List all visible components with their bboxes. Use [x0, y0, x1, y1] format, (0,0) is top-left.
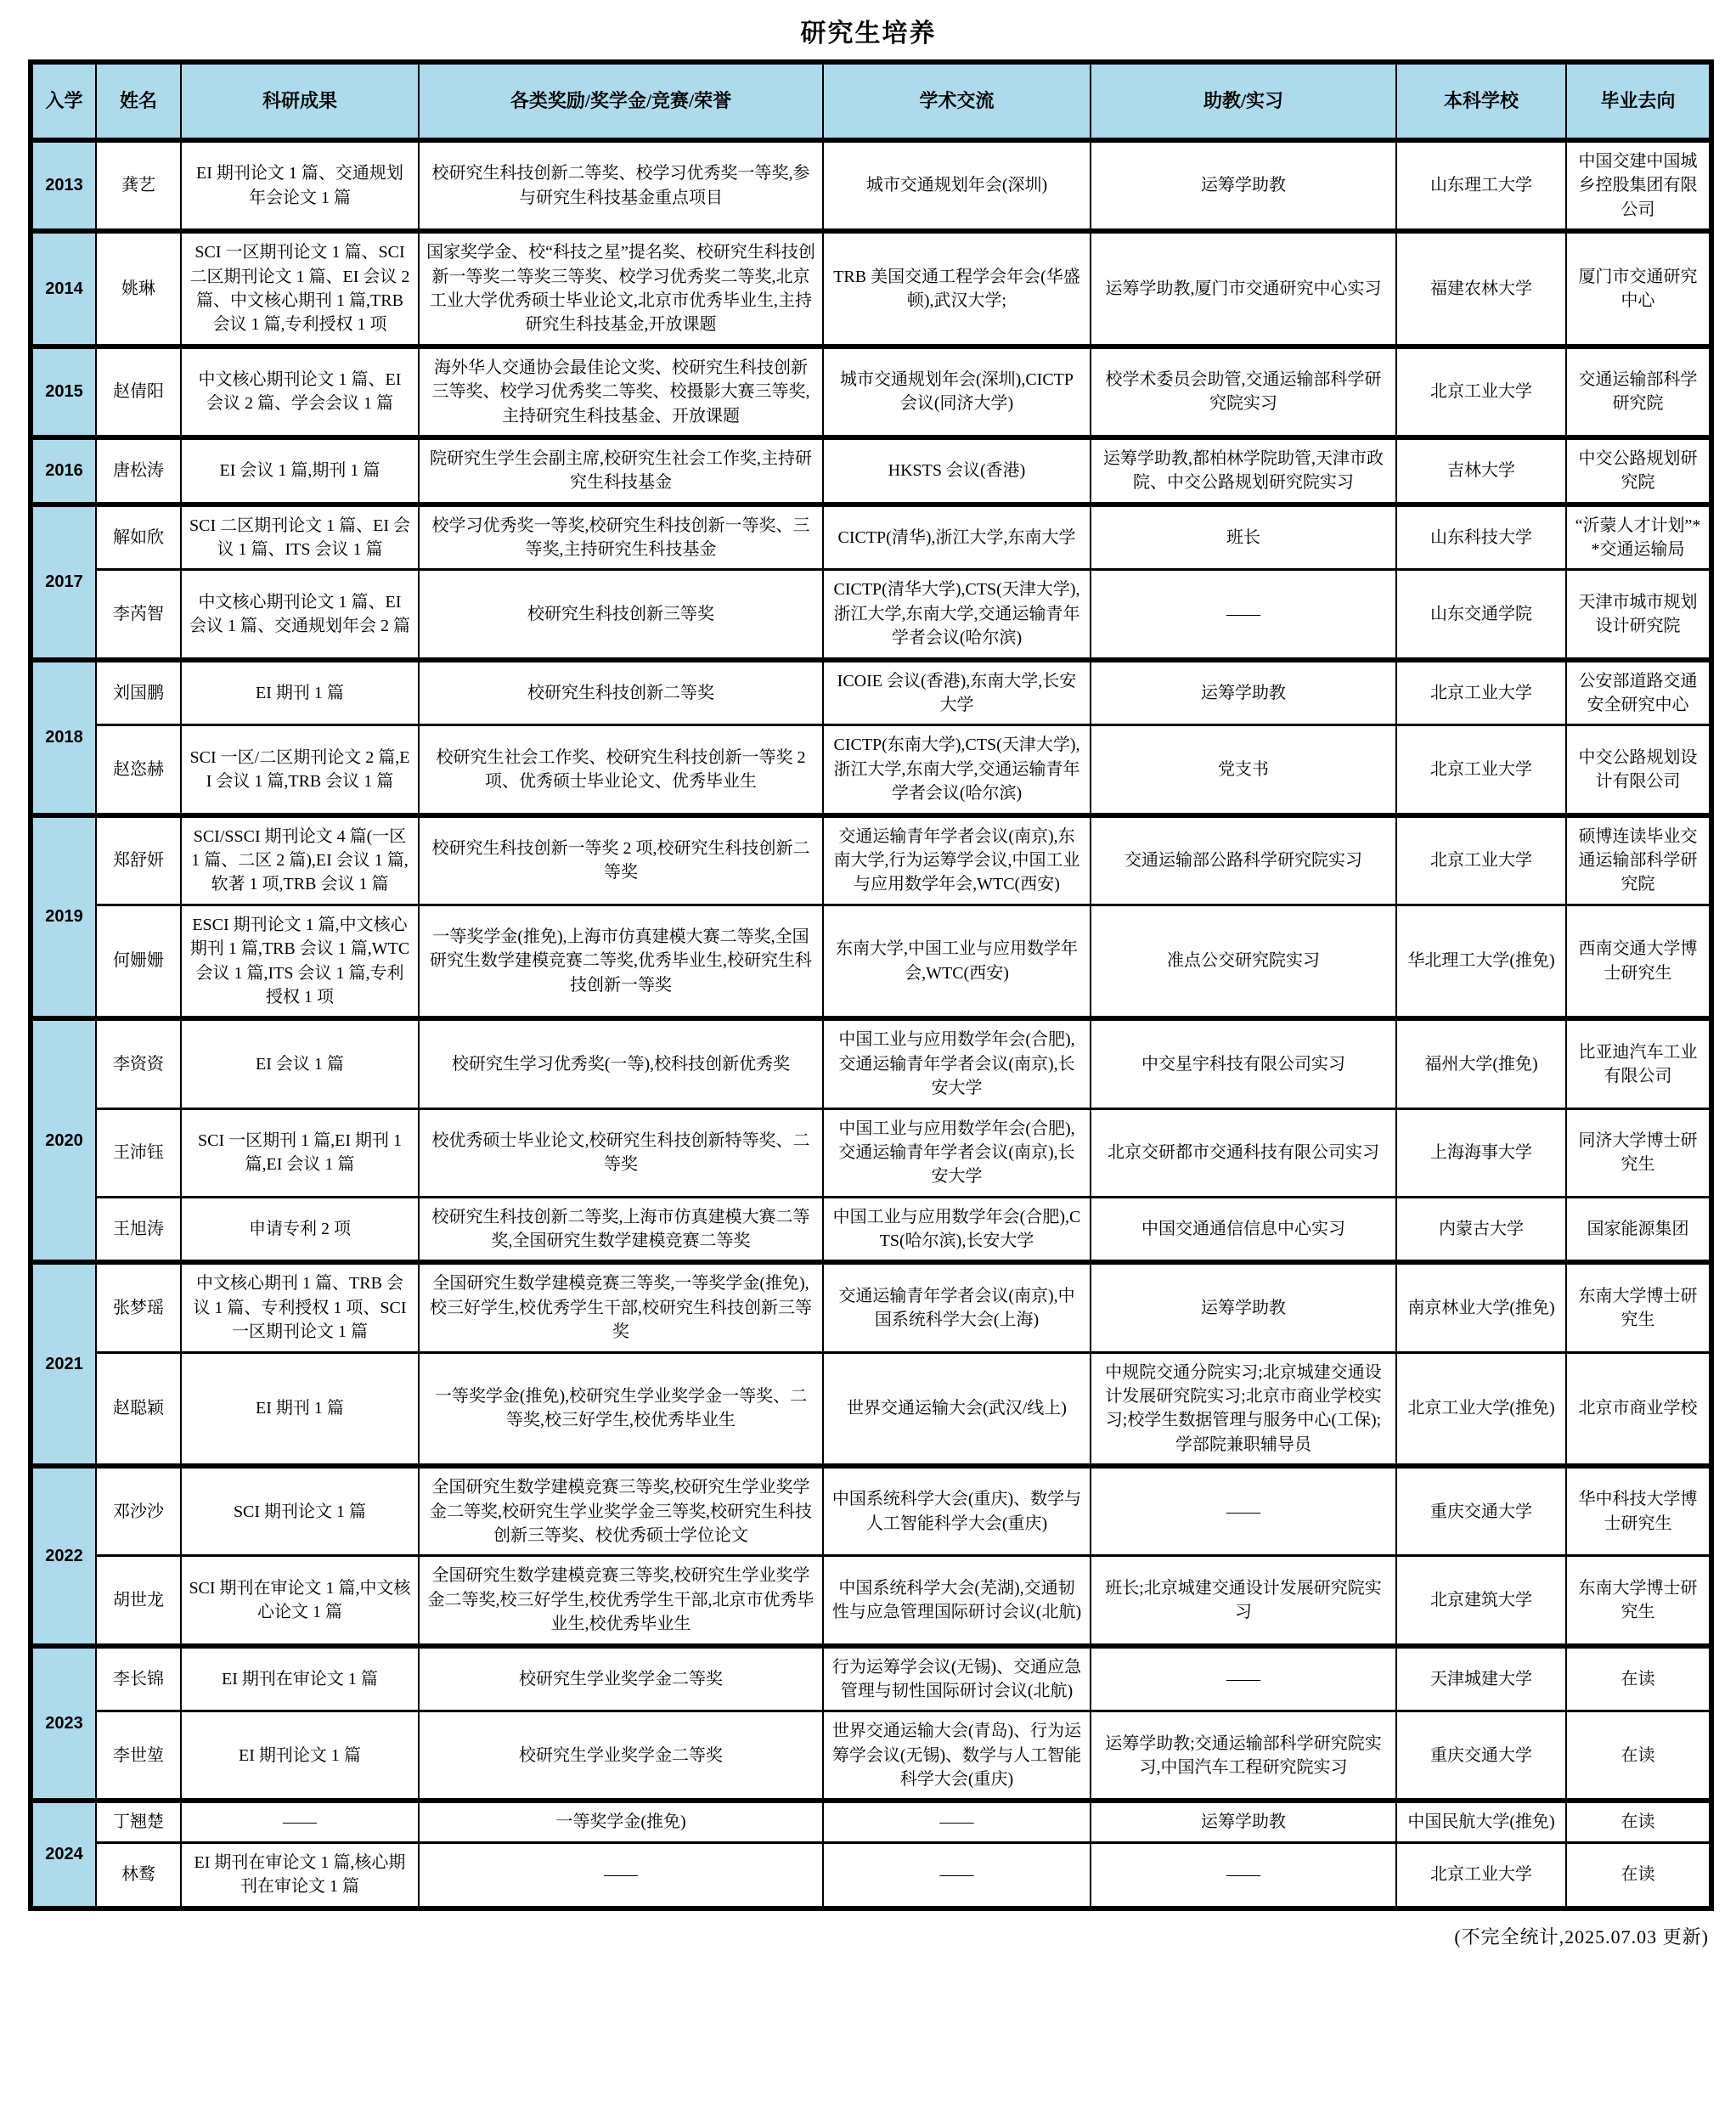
- exchange-cell: CICTP(清华大学),CTS(天津大学),浙江大学,东南大学,交通运输青年学者会议(哈尔滨): [823, 570, 1091, 660]
- exchange-cell: 中国工业与应用数学年会(合肥),CTS(哈尔滨),长安大学: [823, 1197, 1091, 1262]
- name-cell: 李芮智: [96, 570, 181, 660]
- school-cell: 北京工业大学: [1396, 725, 1566, 815]
- table-row: [31, 231, 1711, 347]
- year-cell: 2014: [31, 231, 96, 347]
- research-cell: 中文核心期刊 1 篇、TRB 会议 1 篇、专利授权 1 项、SCI 一区期刊论文 1 篇: [181, 1262, 419, 1352]
- table-row: [31, 570, 1711, 660]
- exchange-cell: TRB 美国交通工程学会年会(华盛顿),武汉大学;: [823, 231, 1091, 347]
- table-row: [31, 1197, 1711, 1262]
- research-cell: EI 会议 1 篇: [181, 1018, 419, 1108]
- exchange-cell: 东南大学,中国工业与应用数学年会,WTC(西安): [823, 905, 1091, 1018]
- research-cell: EI 期刊论文 1 篇: [181, 1711, 419, 1801]
- awards-cell: ——: [419, 1842, 823, 1908]
- destination-cell: 北京市商业学校: [1566, 1352, 1711, 1466]
- year-cell: 2022: [31, 1466, 96, 1645]
- exchange-cell: 中国系统科学大会(芜湖),交通韧性与应急管理国际研讨会议(北航): [823, 1556, 1091, 1646]
- table-row: [31, 1842, 1711, 1908]
- destination-cell: 厦门市交通研究中心: [1566, 231, 1711, 347]
- column-header-1: 姓名: [96, 62, 181, 140]
- table-row: [31, 1801, 1711, 1842]
- column-header-7: 毕业去向: [1566, 62, 1711, 140]
- column-header-4: 学术交流: [823, 62, 1091, 140]
- exchange-cell: 交通运输青年学者会议(南京),中国系统科学大会(上海): [823, 1262, 1091, 1352]
- name-cell: 赵恣赫: [96, 725, 181, 815]
- training-table: [28, 59, 1714, 1911]
- awards-cell: 海外华人交通协会最佳论文奖、校研究生科技创新三等奖、校学习优秀奖二等奖、校摄影大赛三等奖,主持研究生科技基金、开放课题: [419, 347, 823, 437]
- name-cell: 王旭涛: [96, 1197, 181, 1262]
- name-cell: 解如欣: [96, 505, 181, 570]
- ta-internship-cell: ——: [1091, 1646, 1396, 1711]
- research-cell: SCI 一区/二区期刊论文 2 篇,EI 会议 1 篇,TRB 会议 1 篇: [181, 725, 419, 815]
- table-row: [31, 505, 1711, 570]
- school-cell: 北京工业大学: [1396, 347, 1566, 437]
- table-row: [31, 1262, 1711, 1352]
- column-header-2: 科研成果: [181, 62, 419, 140]
- year-cell: 2018: [31, 660, 96, 815]
- header-row: [31, 62, 1711, 140]
- destination-cell: 西南交通大学博士研究生: [1566, 905, 1711, 1018]
- ta-internship-cell: 运筹学助教;交通运输部科学研究院实习,中国汽车工程研究院实习: [1091, 1711, 1396, 1801]
- table-row: [31, 815, 1711, 905]
- school-cell: 上海海事大学: [1396, 1108, 1566, 1197]
- name-cell: 姚琳: [96, 231, 181, 347]
- school-cell: 北京工业大学: [1396, 815, 1566, 905]
- exchange-cell: 交通运输青年学者会议(南京),东南大学,行为运筹学会议,中国工业与应用数学年会,WTC(西安): [823, 815, 1091, 905]
- research-cell: ——: [181, 1801, 419, 1842]
- ta-internship-cell: 北京交研都市交通科技有限公司实习: [1091, 1108, 1396, 1197]
- name-cell: 龚艺: [96, 140, 181, 231]
- year-cell: 2016: [31, 437, 96, 505]
- exchange-cell: ICOIE 会议(香港),东南大学,长安大学: [823, 660, 1091, 725]
- table-row: [31, 1018, 1711, 1108]
- exchange-cell: 中国工业与应用数学年会(合肥),交通运输青年学者会议(南京),长安大学: [823, 1018, 1091, 1108]
- awards-cell: 校研究生学习优秀奖(一等),校科技创新优秀奖: [419, 1018, 823, 1108]
- school-cell: 北京工业大学(推免): [1396, 1352, 1566, 1466]
- ta-internship-cell: 运筹学助教: [1091, 660, 1396, 725]
- table-row: [31, 1352, 1711, 1466]
- footer-note: (不完全统计,2025.07.03 更新): [1454, 1925, 1709, 1948]
- school-cell: 福建农林大学: [1396, 231, 1566, 347]
- exchange-cell: HKSTS 会议(香港): [823, 437, 1091, 505]
- awards-cell: 全国研究生数学建模竞赛三等奖,一等奖学金(推免),校三好学生,校优秀学生干部,校研究生科技创新三等奖: [419, 1262, 823, 1352]
- school-cell: 中国民航大学(推免): [1396, 1801, 1566, 1842]
- awards-cell: 全国研究生数学建模竞赛三等奖,校研究生学业奖学金二等奖,校研究生学业奖学金三等奖,校研究生科技创新三等奖、校优秀硕士学位论文: [419, 1466, 823, 1556]
- school-cell: 北京建筑大学: [1396, 1556, 1566, 1646]
- destination-cell: 在读: [1566, 1711, 1711, 1801]
- destination-cell: 在读: [1566, 1646, 1711, 1711]
- awards-cell: 校研究生科技创新二等奖: [419, 660, 823, 725]
- ta-internship-cell: ——: [1091, 1842, 1396, 1908]
- ta-internship-cell: 党支书: [1091, 725, 1396, 815]
- column-header-0: 入学: [31, 62, 96, 140]
- name-cell: 王沛钰: [96, 1108, 181, 1197]
- ta-internship-cell: 运筹学助教: [1091, 140, 1396, 231]
- school-cell: 华北理工大学(推免): [1396, 905, 1566, 1018]
- name-cell: 李资资: [96, 1018, 181, 1108]
- name-cell: 林鹜: [96, 1842, 181, 1908]
- awards-cell: 一等奖学金(推免),校研究生学业奖学金一等奖、二等奖,校三好学生,校优秀毕业生: [419, 1352, 823, 1466]
- column-header-6: 本科学校: [1396, 62, 1566, 140]
- table-row: [31, 437, 1711, 505]
- research-cell: EI 期刊在审论文 1 篇,核心期刊在审论文 1 篇: [181, 1842, 419, 1908]
- destination-cell: 在读: [1566, 1801, 1711, 1842]
- awards-cell: 校研究生科技创新三等奖: [419, 570, 823, 660]
- destination-cell: 东南大学博士研究生: [1566, 1556, 1711, 1646]
- school-cell: 吉林大学: [1396, 437, 1566, 505]
- year-cell: 2020: [31, 1018, 96, 1262]
- research-cell: SCI 期刊论文 1 篇: [181, 1466, 419, 1556]
- year-cell: 2023: [31, 1646, 96, 1801]
- school-cell: 山东交通学院: [1396, 570, 1566, 660]
- ta-internship-cell: 中规院交通分院实习;北京城建交通设计发展研究院实习;北京市商业学校实习;校学生数据管理与服务中心(工保);学部院兼职辅导员: [1091, 1352, 1396, 1466]
- column-header-3: 各类奖励/奖学金/竞赛/荣誉: [419, 62, 823, 140]
- research-cell: 中文核心期刊论文 1 篇、EI 会议 2 篇、学会会议 1 篇: [181, 347, 419, 437]
- research-cell: SCI/SSCI 期刊论文 4 篇(一区 1 篇、二区 2 篇),EI 会议 1 篇,软著 1 项,TRB 会议 1 篇: [181, 815, 419, 905]
- name-cell: 赵聪颖: [96, 1352, 181, 1466]
- exchange-cell: 世界交通运输大会(青岛)、行为运筹学会议(无锡)、数学与人工智能科学大会(重庆): [823, 1711, 1091, 1801]
- awards-cell: 校研究生科技创新二等奖、校学习优秀奖一等奖,参与研究生科技基金重点项目: [419, 140, 823, 231]
- name-cell: 李长锦: [96, 1646, 181, 1711]
- research-cell: SCI 期刊在审论文 1 篇,中文核心论文 1 篇: [181, 1556, 419, 1646]
- ta-internship-cell: ——: [1091, 570, 1396, 660]
- research-cell: EI 期刊 1 篇: [181, 1352, 419, 1466]
- destination-cell: 交通运输部科学研究院: [1566, 347, 1711, 437]
- school-cell: 北京工业大学: [1396, 660, 1566, 725]
- awards-cell: 一等奖学金(推免),上海市仿真建模大赛二等奖,全国研究生数学建模竞赛二等奖,优秀毕业生,校研究生科技创新一等奖: [419, 905, 823, 1018]
- ta-internship-cell: 班长;北京城建交通设计发展研究院实习: [1091, 1556, 1396, 1646]
- destination-cell: 在读: [1566, 1842, 1711, 1908]
- ta-internship-cell: 运筹学助教: [1091, 1801, 1396, 1842]
- table-row: [31, 725, 1711, 815]
- name-cell: 刘国鹏: [96, 660, 181, 725]
- ta-internship-cell: 运筹学助教,厦门市交通研究中心实习: [1091, 231, 1396, 347]
- name-cell: 丁翘楚: [96, 1801, 181, 1842]
- destination-cell: 中国交建中国城乡控股集团有限公司: [1566, 140, 1711, 231]
- destination-cell: 国家能源集团: [1566, 1197, 1711, 1262]
- ta-internship-cell: 运筹学助教: [1091, 1262, 1396, 1352]
- table-row: [31, 1711, 1711, 1801]
- table-body: [31, 140, 1711, 1908]
- awards-cell: 校研究生学业奖学金二等奖: [419, 1711, 823, 1801]
- destination-cell: 比亚迪汽车工业有限公司: [1566, 1018, 1711, 1108]
- exchange-cell: CICTP(清华),浙江大学,东南大学: [823, 505, 1091, 570]
- school-cell: 南京林业大学(推免): [1396, 1262, 1566, 1352]
- destination-cell: 硕博连读毕业交通运输部科学研究院: [1566, 815, 1711, 905]
- exchange-cell: 世界交通运输大会(武汉/线上): [823, 1352, 1091, 1466]
- research-cell: 申请专利 2 项: [181, 1197, 419, 1262]
- page-title: 研究生培养: [800, 20, 937, 48]
- school-cell: 重庆交通大学: [1396, 1711, 1566, 1801]
- school-cell: 重庆交通大学: [1396, 1466, 1566, 1556]
- destination-cell: 中交公路规划设计有限公司: [1566, 725, 1711, 815]
- destination-cell: 东南大学博士研究生: [1566, 1262, 1711, 1352]
- table-row: [31, 660, 1711, 725]
- destination-cell: 天津市城市规划设计研究院: [1566, 570, 1711, 660]
- exchange-cell: 中国工业与应用数学年会(合肥),交通运输青年学者会议(南京),长安大学: [823, 1108, 1091, 1197]
- table-row: [31, 140, 1711, 231]
- school-cell: 北京工业大学: [1396, 1842, 1566, 1908]
- name-cell: 何姗姗: [96, 905, 181, 1018]
- awards-cell: 校研究生科技创新二等奖,上海市仿真建模大赛二等奖,全国研究生数学建模竞赛二等奖: [419, 1197, 823, 1262]
- research-cell: EI 期刊在审论文 1 篇: [181, 1646, 419, 1711]
- destination-cell: 公安部道路交通安全研究中心: [1566, 660, 1711, 725]
- table-row: [31, 905, 1711, 1018]
- exchange-cell: CICTP(东南大学),CTS(天津大学),浙江大学,东南大学,交通运输青年学者会议(哈尔滨): [823, 725, 1091, 815]
- name-cell: 胡世龙: [96, 1556, 181, 1646]
- awards-cell: 校研究生科技创新一等奖 2 项,校研究生科技创新二等奖: [419, 815, 823, 905]
- research-cell: 中文核心期刊论文 1 篇、EI 会议 1 篇、交通规划年会 2 篇: [181, 570, 419, 660]
- ta-internship-cell: 中交星宇科技有限公司实习: [1091, 1018, 1396, 1108]
- research-cell: EI 会议 1 篇,期刊 1 篇: [181, 437, 419, 505]
- name-cell: 邓沙沙: [96, 1466, 181, 1556]
- awards-cell: 院研究生学生会副主席,校研究生社会工作奖,主持研究生科技基金: [419, 437, 823, 505]
- name-cell: 赵倩阳: [96, 347, 181, 437]
- school-cell: 天津城建大学: [1396, 1646, 1566, 1711]
- school-cell: 山东理工大学: [1396, 140, 1566, 231]
- exchange-cell: 城市交通规划年会(深圳),CICTP 会议(同济大学): [823, 347, 1091, 437]
- table-row: [31, 1108, 1711, 1197]
- ta-internship-cell: 运筹学助教,都柏林学院助管,天津市政院、中交公路规划研究院实习: [1091, 437, 1396, 505]
- destination-cell: 中交公路规划研究院: [1566, 437, 1711, 505]
- ta-internship-cell: 准点公交研究院实习: [1091, 905, 1396, 1018]
- awards-cell: 校研究生社会工作奖、校研究生科技创新一等奖 2 项、优秀硕士毕业论文、优秀毕业生: [419, 725, 823, 815]
- year-cell: 2019: [31, 815, 96, 1019]
- column-header-5: 助教/实习: [1091, 62, 1396, 140]
- destination-cell: 华中科技大学博士研究生: [1566, 1466, 1711, 1556]
- research-cell: EI 期刊 1 篇: [181, 660, 419, 725]
- name-cell: 郑舒妍: [96, 815, 181, 905]
- year-cell: 2015: [31, 347, 96, 437]
- name-cell: 李世堃: [96, 1711, 181, 1801]
- school-cell: 山东科技大学: [1396, 505, 1566, 570]
- awards-cell: 校研究生学业奖学金二等奖: [419, 1646, 823, 1711]
- name-cell: 张梦瑶: [96, 1262, 181, 1352]
- school-cell: 福州大学(推免): [1396, 1018, 1566, 1108]
- name-cell: 唐松涛: [96, 437, 181, 505]
- ta-internship-cell: 交通运输部公路科学研究院实习: [1091, 815, 1396, 905]
- year-cell: 2021: [31, 1262, 96, 1466]
- research-cell: ESCI 期刊论文 1 篇,中文核心期刊 1 篇,TRB 会议 1 篇,WTC 会议 1 篇,ITS 会议 1 篇,专利授权 1 项: [181, 905, 419, 1018]
- exchange-cell: 城市交通规划年会(深圳): [823, 140, 1091, 231]
- destination-cell: “沂蒙人才计划”**交通运输局: [1566, 505, 1711, 570]
- research-cell: EI 期刊论文 1 篇、交通规划年会论文 1 篇: [181, 140, 419, 231]
- awards-cell: 国家奖学金、校“科技之星”提名奖、校研究生科技创新一等奖二等奖三等奖、校学习优秀奖二等奖,北京工业大学优秀硕士毕业论文,北京市优秀毕业生,主持研究生科技基金,开放课题: [419, 231, 823, 347]
- year-cell: 2013: [31, 140, 96, 231]
- year-cell: 2017: [31, 505, 96, 660]
- exchange-cell: ——: [823, 1801, 1091, 1842]
- research-cell: SCI 一区期刊 1 篇,EI 期刊 1 篇,EI 会议 1 篇: [181, 1108, 419, 1197]
- ta-internship-cell: ——: [1091, 1466, 1396, 1556]
- school-cell: 内蒙古大学: [1396, 1197, 1566, 1262]
- ta-internship-cell: 校学术委员会助管,交通运输部科学研究院实习: [1091, 347, 1396, 437]
- ta-internship-cell: 中国交通通信信息中心实习: [1091, 1197, 1396, 1262]
- awards-cell: 全国研究生数学建模竞赛三等奖,校研究生学业奖学金二等奖,校三好学生,校优秀学生干部,北京市优秀毕业生,校优秀毕业生: [419, 1556, 823, 1646]
- destination-cell: 同济大学博士研究生: [1566, 1108, 1711, 1197]
- table-row: [31, 1556, 1711, 1646]
- year-cell: 2024: [31, 1801, 96, 1908]
- awards-cell: 校优秀硕士毕业论文,校研究生科技创新特等奖、二等奖: [419, 1108, 823, 1197]
- research-cell: SCI 二区期刊论文 1 篇、EI 会议 1 篇、ITS 会议 1 篇: [181, 505, 419, 570]
- awards-cell: 一等奖学金(推免): [419, 1801, 823, 1842]
- ta-internship-cell: 班长: [1091, 505, 1396, 570]
- research-cell: SCI 一区期刊论文 1 篇、SCI 二区期刊论文 1 篇、EI 会议 2 篇、中文核心期刊 1 篇,TRB 会议 1 篇,专利授权 1 项: [181, 231, 419, 347]
- table-row: [31, 347, 1711, 437]
- exchange-cell: 中国系统科学大会(重庆)、数学与人工智能科学大会(重庆): [823, 1466, 1091, 1556]
- awards-cell: 校学习优秀奖一等奖,校研究生科技创新一等奖、三等奖,主持研究生科技基金: [419, 505, 823, 570]
- exchange-cell: 行为运筹学会议(无锡)、交通应急管理与韧性国际研讨会议(北航): [823, 1646, 1091, 1711]
- exchange-cell: ——: [823, 1842, 1091, 1908]
- table-row: [31, 1466, 1711, 1556]
- table-row: [31, 1646, 1711, 1711]
